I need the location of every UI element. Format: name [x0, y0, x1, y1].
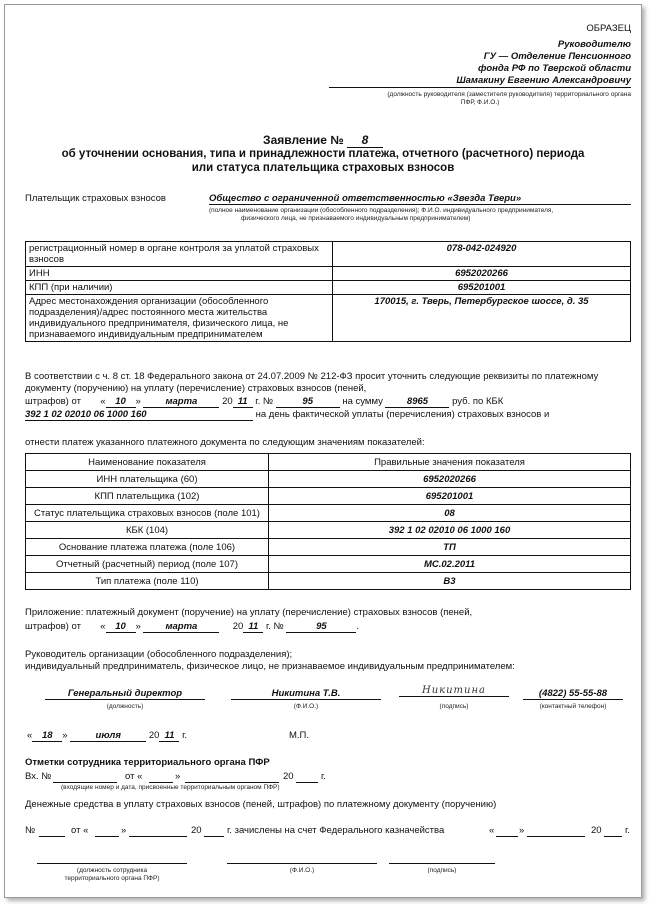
- indicators-header-value: Правильные значения показателя: [269, 454, 631, 471]
- pfr-credited: г. зачислены на счет Федерального казначейства: [227, 825, 445, 836]
- pfr-year-prefix: 20: [283, 771, 294, 782]
- head-line-1: Руководитель организации (обособленного подразделения);: [25, 649, 293, 660]
- pfr-day2-line: [95, 836, 119, 837]
- pfr-in-caption: (входящие номер и дата, присвоенные территориальным органом ПФР): [61, 784, 280, 791]
- table-row: [26, 556, 631, 573]
- payment-day: 10: [106, 396, 136, 408]
- addressee-caption-2: ПФР, Ф.И.О.): [460, 99, 500, 106]
- sample-stamp: ОБРАЗЕЦ: [586, 23, 631, 34]
- details-label: Адрес местонахождения организации (обособленного подразделения)/адрес постоянного места жительства индивидуального предпринимателя, физического лица, не признаваемого индивидуальным предпринимателем: [26, 295, 333, 342]
- pfr-year-suffix: г.: [321, 771, 326, 782]
- quote-close: »: [62, 730, 68, 741]
- pfr-doc-number-line: [39, 836, 65, 837]
- attachment-day: 10: [106, 621, 136, 633]
- indicator-value: 08: [269, 505, 631, 522]
- pfr-month3-line: [527, 836, 585, 837]
- year-suffix: г. №: [255, 396, 274, 407]
- request-line-4: [25, 409, 635, 421]
- payment-kbk: 392 1 02 02010 06 1000 160: [25, 409, 253, 421]
- pfr-quote-close: »: [175, 771, 181, 782]
- pfr-year-prefix2: 20: [191, 825, 202, 836]
- indicator-name: ИНН плательщика (60): [26, 471, 269, 488]
- indicators-header-row: [26, 454, 631, 471]
- details-label: регистрационный номер в органе контроля за уплатой страховых взносов: [26, 242, 333, 267]
- attachment-number: 95: [286, 621, 356, 633]
- pfr-no: №: [25, 825, 36, 836]
- year-suffix: г. №: [265, 621, 284, 632]
- caption-name: (Ф.И.О.): [293, 703, 319, 710]
- head-signature: Никитина: [399, 685, 509, 697]
- pfr-in-number-line: [53, 782, 117, 783]
- head-line-2: индивидуальный предприниматель, физическое лицо, не признаваемое индивидуальным предпринимателем:: [25, 661, 515, 672]
- details-value: 170015, г. Тверь, Петербургское шоссе, д. 35: [333, 295, 631, 342]
- quote-close: »: [135, 396, 141, 407]
- pfr-month-line: [185, 782, 279, 783]
- pfr-quote-close2: »: [121, 825, 127, 836]
- title-line-3: или статуса плательщика страховых взносов: [191, 162, 455, 174]
- kbk-label: руб. по КБК: [452, 396, 504, 407]
- head-phone: (4822) 55-55-88: [523, 688, 623, 700]
- indicator-value: 392 1 02 02010 06 1000 160: [269, 522, 631, 539]
- attachment-year: 11: [243, 621, 263, 633]
- table-row: [26, 505, 631, 522]
- addressee-line-2: ГУ — Отделение Пенсионного: [483, 51, 631, 62]
- payer-value: Общество с ограниченной ответственностью «Звезда Твери»: [209, 193, 631, 205]
- request-line-1: В соответствии с ч. 8 ст. 18 Федерального закона от 24.07.2009 № 212-ФЗ просит уточнить следующие реквизиты по платежному: [25, 371, 599, 382]
- pfr-name-line: [227, 863, 377, 864]
- table-row: [26, 539, 631, 556]
- pfr-caption-position-1: (должность сотрудника: [76, 867, 148, 874]
- indicator-name: КПП плательщика (102): [26, 488, 269, 505]
- pfr-in-no: Вх. №: [25, 771, 52, 782]
- attachment-month: марта: [143, 621, 219, 633]
- caption-sign: (подпись): [439, 703, 469, 710]
- pfr-quote-open3: «: [489, 825, 495, 836]
- document-sheet: [4, 4, 642, 898]
- indicators-header-name: Наименование показателя: [26, 454, 269, 471]
- quote-open: «: [27, 730, 33, 741]
- indicator-value: ТП: [269, 539, 631, 556]
- indicator-value: 695201001: [269, 488, 631, 505]
- indicator-value: МС.02.2011: [269, 556, 631, 573]
- indicator-name: КБК (104): [26, 522, 269, 539]
- attachment-prefix: штрафов) от: [25, 621, 81, 632]
- title-prefix: Заявление №: [263, 133, 344, 147]
- details-value: 695201001: [333, 281, 631, 295]
- head-name: Никитина Т.В.: [231, 688, 381, 700]
- pfr-caption-position-2: территориального органа ПФР): [64, 875, 160, 882]
- head-position: Генеральный директор: [45, 688, 205, 700]
- request-line-3: [25, 396, 635, 408]
- indicator-name: Статус плательщика страховых взносов (поле 101): [26, 505, 269, 522]
- caption-position: (должность): [106, 703, 144, 710]
- quote-open: «: [100, 396, 106, 407]
- pfr-quote-close3: »: [519, 825, 525, 836]
- addressee-line-1: Руководителю: [557, 39, 631, 50]
- pfr-year2-line: [204, 836, 224, 837]
- payment-number: 95: [276, 396, 340, 408]
- indicator-name: Отчетный (расчетный) период (поле 107): [26, 556, 269, 573]
- indicators-table: [25, 453, 631, 590]
- pfr-caption-name: (Ф.И.О.): [289, 867, 315, 874]
- details-row-regnum: [26, 242, 631, 267]
- pfr-day3-line: [496, 836, 518, 837]
- pfr-year-line: [296, 782, 318, 783]
- pfr-from2: от «: [71, 825, 89, 836]
- addressee-caption-1: (должность руководителя (заместителя руководителя) территориального органа: [387, 91, 631, 98]
- indicator-name: Основание платежа платежа (поле 106): [26, 539, 269, 556]
- details-value: 078-042-024920: [333, 242, 631, 267]
- details-row-kpp: [26, 281, 631, 295]
- details-label: ИНН: [26, 267, 333, 281]
- year-prefix: 20: [148, 730, 160, 741]
- pfr-sign-line: [389, 863, 495, 864]
- indicator-value: В3: [269, 573, 631, 590]
- payment-year: 11: [233, 396, 253, 408]
- table-row: [26, 522, 631, 539]
- attachment-line-1: Приложение: платежный документ (поручение) на уплату (перечисление) страховых взносов (пеней,: [25, 607, 473, 618]
- pfr-title: Отметки сотрудника территориального органа ПФР: [25, 757, 270, 768]
- table-row: [26, 573, 631, 590]
- fines-prefix: штрафов) от: [25, 396, 81, 407]
- pfr-year3-line: [604, 836, 622, 837]
- pfr-caption-sign: (подпись): [427, 867, 457, 874]
- details-row-inn: [26, 267, 631, 281]
- title-line-2: об уточнении основания, типа и принадлежности платежа, отчетного (расчетного) периода: [61, 148, 585, 160]
- caption-phone: (контактный телефон): [539, 703, 607, 710]
- pfr-from: от «: [125, 771, 143, 782]
- head-day: 18: [32, 730, 62, 742]
- head-date-line: [27, 730, 327, 742]
- quote-close: »: [135, 621, 141, 632]
- head-year: 11: [159, 730, 179, 742]
- request-line-2: документу (поручению) на уплату (перечисление) страховых взносов (пеней,: [25, 383, 367, 394]
- seal-place: М.П.: [289, 730, 310, 741]
- year-prefix: 20: [222, 396, 233, 407]
- addressee-line-3: фонда РФ по Тверской области: [477, 63, 631, 74]
- year-prefix: 20: [232, 621, 244, 632]
- addressee-underline: [329, 87, 631, 88]
- pfr-month2-line: [129, 836, 187, 837]
- request-line-5: отнести платеж указанного платежного документа по следующим значениям показателей:: [25, 437, 425, 448]
- indicator-name: Тип платежа (поле 110): [26, 573, 269, 590]
- payer-caption-1: (полное наименование организации (обособленного подразделения); Ф.И.О. индивидуального предпринимателя,: [209, 207, 554, 214]
- indicator-value: 6952020266: [269, 471, 631, 488]
- pfr-funds-line: Денежные средства в уплату страховых взносов (пеней, штрафов) по платежному документу (поручению): [25, 799, 497, 810]
- details-label: КПП (при наличии): [26, 281, 333, 295]
- pfr-day-line: [149, 782, 173, 783]
- pfr-position-line: [37, 863, 187, 864]
- year-suffix: г.: [182, 730, 188, 741]
- attachment-dot: .: [356, 621, 359, 632]
- addressee-line-4: Шамакину Евгению Александровичу: [456, 75, 631, 86]
- pfr-year-prefix3: 20: [591, 825, 602, 836]
- sum-label: на сумму: [342, 396, 383, 407]
- payment-month: марта: [143, 396, 219, 408]
- pfr-year-suffix3: г.: [625, 825, 630, 836]
- quote-open: «: [100, 621, 106, 632]
- title-number: 8: [347, 133, 383, 148]
- table-row: [26, 488, 631, 505]
- title-line-1: [5, 133, 641, 148]
- payer-details-table: [25, 241, 631, 342]
- details-value: 6952020266: [333, 267, 631, 281]
- head-month: июля: [70, 730, 146, 742]
- details-row-address: [26, 295, 631, 342]
- payer-label: Плательщик страховых взносов: [25, 193, 166, 204]
- attachment-line-2: [25, 621, 625, 633]
- kbk-suffix: на день фактической уплаты (перечисления) страховых взносов и: [255, 409, 550, 420]
- payment-sum: 8965: [385, 396, 449, 408]
- payer-caption-2: физического лица, не признаваемого индивидуальным предпринимателем): [241, 215, 471, 222]
- table-row: [26, 471, 631, 488]
